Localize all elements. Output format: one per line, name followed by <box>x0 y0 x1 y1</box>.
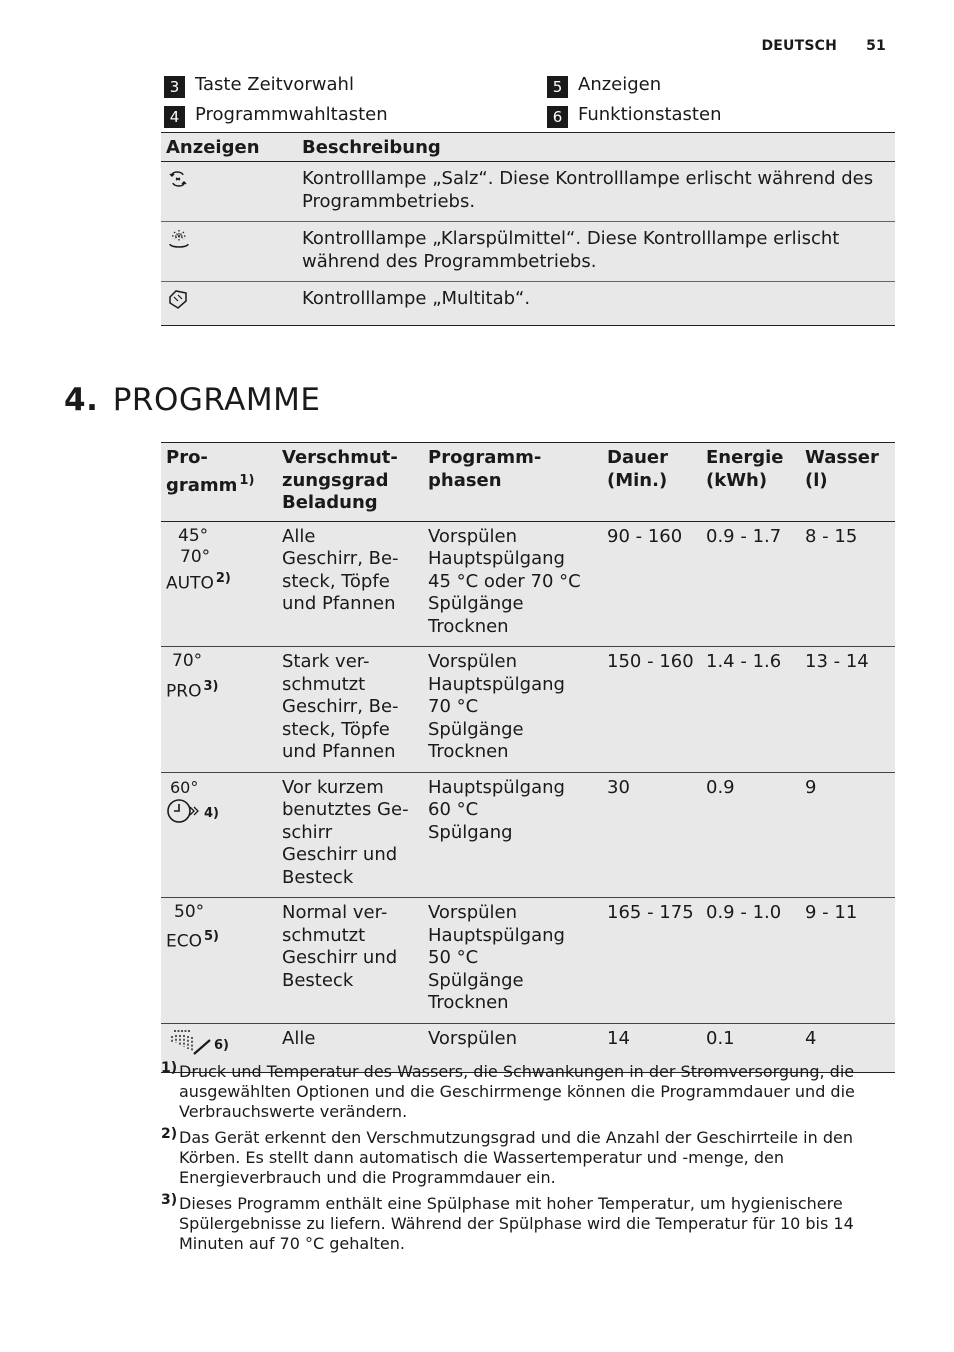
program-symbol-auto: 45° 70° AUTO $^{2)}$ <box>161 521 277 647</box>
footnote-number: 1) <box>161 1060 178 1076</box>
water-value: 13 - 14 <box>800 647 895 773</box>
water-value: 9 - 11 <box>800 898 895 1024</box>
energy-value: 0.9 - 1.0 <box>701 898 800 1024</box>
energy-value: 0.9 <box>701 772 800 898</box>
legend-number-badge: 5 <box>547 76 568 98</box>
section-number: 4. <box>64 382 99 418</box>
legend-number-badge: 3 <box>164 76 185 98</box>
header-program: Pro- gramm $^{1)}$ <box>161 443 277 522</box>
energy-value: 0.1 <box>701 1023 800 1073</box>
section-heading: PROGRAMME <box>112 382 321 418</box>
duration-value: 14 <box>602 1023 701 1073</box>
water-value: 4 <box>800 1023 895 1073</box>
indicator-description: Kontrolllampe „Klarspülmittel“. Diese Kontrolllampe erlischt während des Programmbetriebs. <box>297 222 895 282</box>
footnote-item <box>161 1194 876 1254</box>
program-symbol-eco: 50° ECO $^{5)}$ <box>161 898 277 1024</box>
section-title <box>64 382 320 418</box>
water-value: 9 <box>800 772 895 898</box>
language-label: DEUTSCH <box>761 38 838 54</box>
table-row: 50° ECO $^{5)}$ Normal ver- schmutzt Geschirr und Besteck Vorspülen Hauptspülgang 50 °C Spülgänge Trocknen 165 - 175 0.9 - 1.0 9 - 11 <box>161 898 895 1024</box>
header-water: Wasser (l) <box>800 443 895 522</box>
rinse-aid-icon <box>166 237 192 258</box>
page-number: 51 <box>866 38 886 54</box>
duration-value: 90 - 160 <box>602 521 701 647</box>
footnote-text: Druck und Temperatur des Wassers, die Schwankungen in der Stromversorgung, die ausgewählten Optionen und die Geschirrmenge können die Programmdauer und die Verbrauchswerte verändern. <box>179 1062 855 1121</box>
energy-value: 0.9 - 1.7 <box>701 521 800 647</box>
page-header <box>761 38 886 54</box>
header-phases: Programm- phasen <box>423 443 602 522</box>
table-row: 70° PRO $^{3)}$ Stark ver- schmutzt Geschirr, Be- steck, Töpfe und Pfannen Vorspülen Hauptspülgang 70 °C Spülgänge Trocknen 150 - 160 1.4 - 1.6 13 - 14 <box>161 647 895 773</box>
legend-number-badge: 4 <box>164 106 185 128</box>
footnote-ref: 5) <box>204 929 219 944</box>
duration-value: 150 - 160 <box>602 647 701 773</box>
header-energy: Energie (kWh) <box>701 443 800 522</box>
table-row <box>161 282 895 326</box>
legend-item-5 <box>547 70 661 98</box>
program-symbol-pro: 70° PRO $^{3)}$ <box>161 647 277 773</box>
table-row <box>161 222 895 282</box>
legend-item-4 <box>164 100 388 128</box>
table-row: 45° 70° AUTO $^{2)}$ Alle Geschirr, Be- steck, Töpfe und Pfannen Vorspülen Hauptspülgang 45 °C oder 70 °C Spülgänge Trocknen 90 - 160 0.9 - 1.7 8 - 15 <box>161 521 895 647</box>
water-value: 8 - 15 <box>800 521 895 647</box>
footnotes <box>161 1062 876 1260</box>
footnote-ref: 1) <box>239 472 255 488</box>
footnote-ref: 3) <box>203 679 219 694</box>
footnote-item <box>161 1062 876 1122</box>
indicator-table-header <box>161 133 895 162</box>
legend-item-3 <box>164 70 354 98</box>
footnote-ref: 4) <box>204 805 219 821</box>
footnote-number: 3) <box>161 1192 178 1208</box>
program-table <box>161 442 895 1073</box>
header-duration: Dauer (Min.) <box>602 443 701 522</box>
footnote-item <box>161 1128 876 1188</box>
indicator-description: Kontrolllampe „Salz“. Diese Kontrolllampe erlischt während des Programmbetriebs. <box>297 162 895 222</box>
footnote-text: Dieses Programm enthält eine Spülphase mit hoher Temperatur, um hygienischere Spülergebnisse zu liefern. Während der Spülphase wird die Temperatur für 10 bis 14 Minuten auf 70 °C gehalten. <box>179 1194 854 1253</box>
duration-value: 30 <box>602 772 701 898</box>
footnote-ref: 6) <box>214 1037 229 1053</box>
indicator-description: Kontrolllampe „Multitab“. <box>297 282 895 326</box>
footnote-ref: 2) <box>215 570 231 586</box>
header-indicators: Anzeigen <box>161 133 297 162</box>
table-row: 60° 4) Vor kurzem benutztes Ge- schirr Geschirr und Besteck Hauptspülgang 60 °C Spülgang 30 0.9 9 <box>161 772 895 898</box>
legend-label: Taste Zeitvorwahl <box>195 73 354 95</box>
multitab-icon <box>166 295 190 316</box>
legend-number-badge: 6 <box>547 106 568 128</box>
program-symbol-quick: 60° 4) <box>161 772 277 898</box>
quick-wash-icon <box>166 798 202 831</box>
legend-label: Programmwahltasten <box>195 103 388 125</box>
salt-icon <box>166 175 190 196</box>
program-table-header <box>161 443 895 522</box>
duration-value: 165 - 175 <box>602 898 701 1024</box>
header-description: Beschreibung <box>297 133 895 162</box>
legend-item-6 <box>547 100 721 128</box>
energy-value: 1.4 - 1.6 <box>701 647 800 773</box>
header-soil-level: Verschmut- zungsgrad Beladung <box>277 443 423 522</box>
table-row <box>161 162 895 222</box>
legend-label: Funktionstasten <box>578 103 722 125</box>
indicator-table <box>161 132 895 326</box>
table-row: 6) Alle Vorspülen 14 0.1 4 <box>161 1023 895 1073</box>
legend-label: Anzeigen <box>578 73 662 95</box>
footnote-number: 2) <box>161 1126 178 1142</box>
footnote-text: Das Gerät erkennt den Verschmutzungsgrad und die Anzahl der Geschirrteile in den Körben. Es stellt dann automatisch die Wassertemperatur und -menge, den Energieverbrauch und die Programmdauer ein. <box>179 1128 853 1187</box>
